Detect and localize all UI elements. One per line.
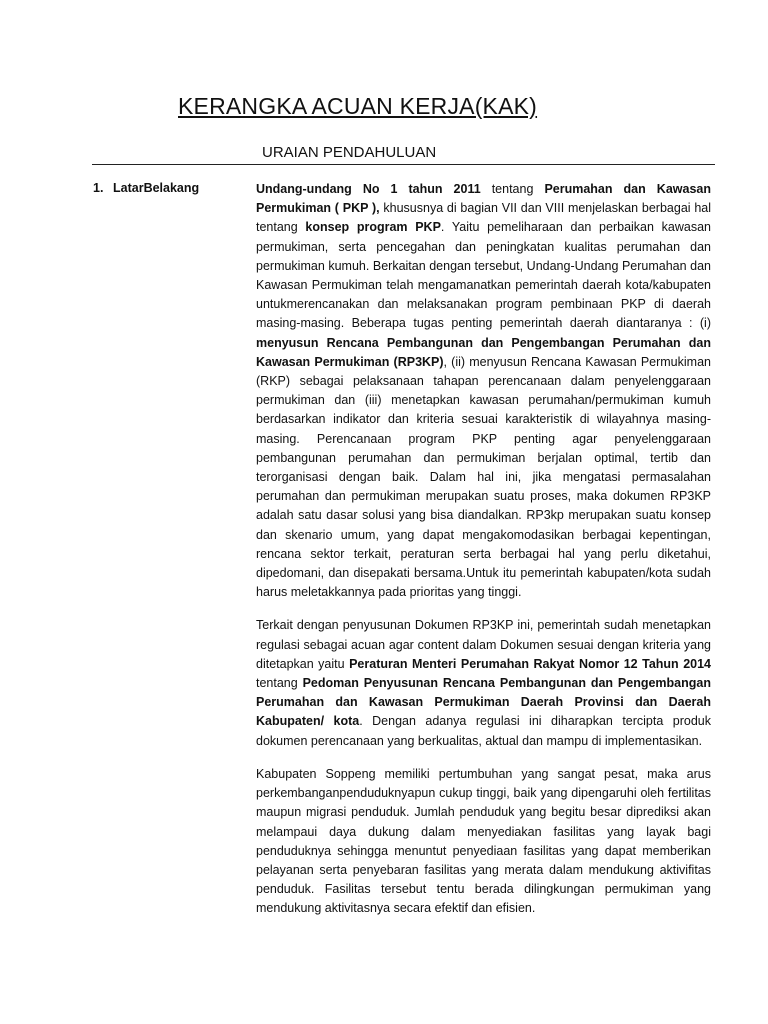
text-run: tentang — [256, 676, 303, 691]
text-run: Terkait dengan penyusunan Dokumen RP3KP ini, pemerintah sudah menetapkan regulasi sebagai acuan agar content dalam Dokumen sesuai dengan kriteria yang ditetapkan yaitu — [256, 618, 711, 671]
page-title: KERANGKA ACUAN KERJA(KAK) — [178, 93, 538, 119]
text-run: . Yaitu pemeliharaan dan perbaikan kawasan permukiman, serta pencegahan dan peningkatan kualitas perumahan dan permukiman kumuh. Berkaitan dengan tersebut, Undang-Undang Perumahan dan Kawasan Permukiman telah mengamanatkan pemerintah daerah kota/kabupaten untukmerencanakan dan melaksanakan program pembinaan PKP di daerah masing-masing. Beberapa tugas penting pemerintah daerah diantaranya : (i) — [256, 220, 711, 331]
text-run: khususnya di bagian VII dan VIII menjelaskan berbagai hal tentang — [256, 201, 711, 235]
text-run: Kabupaten Soppeng memiliki pertumbuhan yang sangat pesat, maka arus perkembanganpenduduknyapun cukup tinggi, baik yang dipengaruhi oleh fertilitas maupun migrasi penduduk. Jumlah penduduk yang begitu besar diprediksi akan melampaui daya dukung dalam menyediakan fasilitas yang layak bagi penduduknya sehingga menuntut penyediaan fasilitas yang dapat memberikan pelayanan serta penyebaran fasilitas yang merata dalam mendukung aktivifitas penduduk. Fasilitas tersebut tentu berada dilingkungan permukiman yang mendukung aktivitasnya secara efektif dan efisien. — [256, 766, 711, 916]
body-paragraph — [256, 616, 711, 750]
bold-text-run: Peraturan Menteri Perumahan Rakyat Nomor 12 Tahun 2014 — [349, 656, 712, 671]
heading-divider — [92, 164, 715, 165]
text-run: tentang — [480, 182, 545, 196]
bold-text-run: Undang-undang No 1 tahun 2011 — [256, 182, 481, 196]
bold-text-run: Pedoman Penyusunan Rencana Pembangunan dan Pengembangan Perumahan dan Kawasan Permukiman Daerah Provinsi dan Daerah Kabupaten/ kota — [256, 676, 711, 729]
body-paragraph — [256, 180, 711, 602]
bold-text-run: menyusun Rencana Pembangunan dan Pengembangan Perumahan dan Kawasan Permukiman (RP3KP) — [256, 335, 711, 369]
text-run: . Dengan adanya regulasi ini diharapkan tercipta produk dokumen perencanaan yang berkualitas, aktual dan mampu di implementasikan. — [256, 714, 711, 748]
section-heading: URAIAN PENDAHULUAN — [262, 144, 437, 161]
section-label — [93, 181, 199, 195]
bold-text-run: Perumahan dan Kawasan Permukiman ( PKP ), — [256, 182, 711, 216]
bold-text-run: konsep program PKP — [305, 220, 441, 235]
section-title: LatarBelakang — [113, 181, 200, 195]
section-number: 1. — [93, 181, 104, 195]
body-text — [256, 180, 711, 933]
text-run: , (ii) menyusun Rencana Kawasan Permukiman (RKP) sebagai pelaksanaan tahapan perencanaan dalam penyelenggaraan permukiman dan (iii) menetapkan kawasan perumahan/permukiman kumuh berdasarkan indikator dan kriteria sesuai karakteristik di wilayahnya masing-masing. Perencanaan program PKP penting agar penyelenggaraan pembangunan perumahan dan permukiman berjalan optimal, tertib dan terorganisasi dengan baik. Dalam hal ini, jika mengatasi permasalahan perumahan dan permukiman merupakan suatu proses, maka dokumen RP3KP adalah satu dasar solusi yang bisa diandalkan. RP3kp merupakan suatu konsep dan skenario umum, yang dapat mengakomodasikan berbagai kepentingan, rencana sektor terkait, peraturan serta berbagai hal yang perlu diketahui, dipedomani, dan disepakati bersama.Untuk itu pemerintah kabupaten/kota sudah harus meletakkannya pada prioritas yang tinggi. — [256, 354, 711, 600]
body-paragraph — [256, 765, 711, 919]
